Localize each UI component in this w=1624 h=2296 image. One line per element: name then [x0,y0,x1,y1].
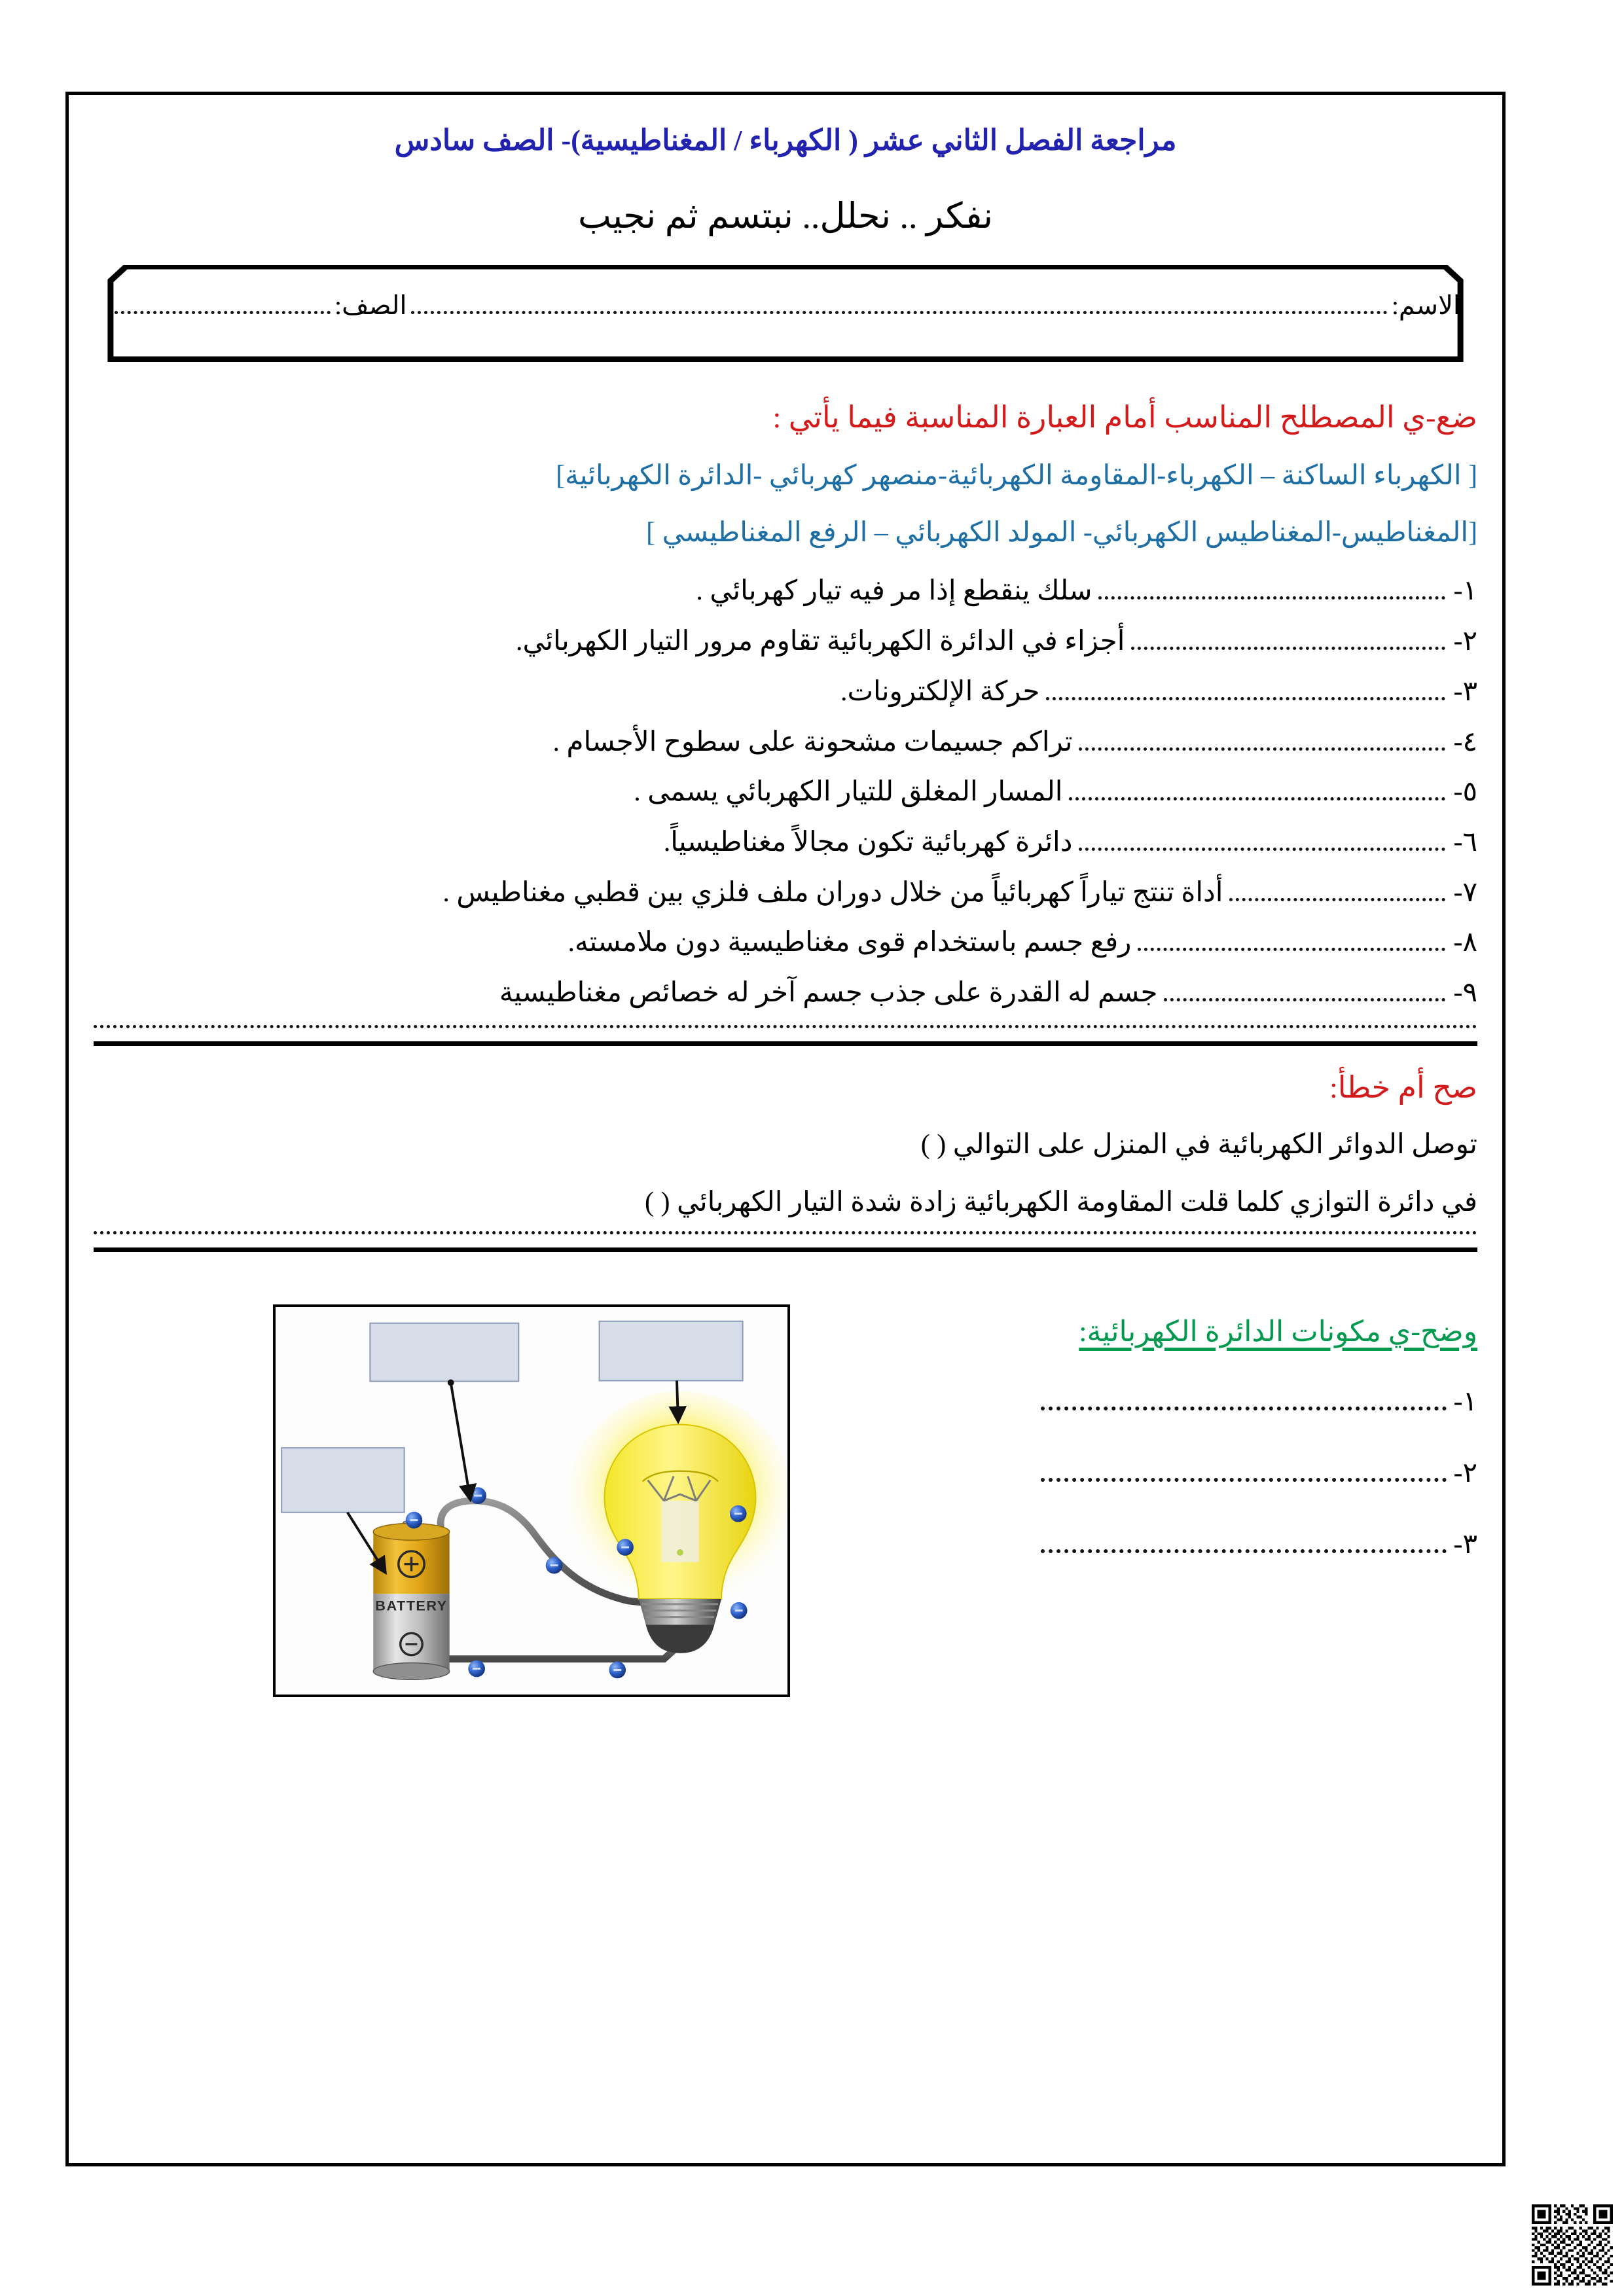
page-border [65,92,1506,2166]
question-row [94,924,1477,961]
page-content [69,95,1502,2163]
battery-label: BATTERY [375,1597,448,1614]
question-text: حركة الإلكترونات. [840,676,1040,707]
answer-blank[interactable] [1229,898,1445,901]
section-divider [94,1025,1477,1046]
question-text: تراكم جسيمات مشحونة على سطوح الأجسام . [552,726,1073,757]
word-bank-line-1: [ الكهرباء الساكنة – الكهرباء-المقاومة الكهربائية-منصهر كهربائي -الدائرة الكهربائية] [556,461,1477,492]
page-subtitle: نفكر .. نحلل.. نبتسم ثم نجيب [577,196,994,236]
true-false-statement: توصل الدوائر الكهربائية في المنزل على التوالي [952,1129,1477,1160]
question-number: ٧- [1453,877,1477,908]
student-info-box [94,265,1477,362]
page-title: مراجعة الفصل الثاني عشر ( الكهرباء / المغناطيسية)- الصف سادس [394,124,1177,156]
fill-in-question-list [94,573,1477,1011]
answer-blank[interactable] [1069,797,1445,800]
circuit-diagram-svg [276,1307,787,1695]
class-input[interactable] [115,311,331,314]
name-label: الاسم: [1391,290,1460,320]
qr-code[interactable] [1532,2204,1613,2286]
true-false-statement: في دائرة التوازي كلما قلت المقاومة الكهربائية زادة شدة التيار الكهربائي [676,1187,1477,1218]
question-number: ١- [1453,576,1477,607]
question-text: رفع جسم باستخدام قوى مغناطيسية دون ملامسته. [568,927,1132,958]
answer-blank[interactable] [1079,848,1445,851]
component-number: ٢- [1453,1458,1477,1488]
question-number: ٣- [1453,676,1477,707]
question-row [94,975,1477,1012]
true-false-row [94,1127,1477,1163]
divider-solid-line [94,1041,1477,1046]
question-row [94,623,1477,660]
component-answer-row [816,1456,1477,1491]
true-false-row [94,1185,1477,1221]
component-blank[interactable] [1041,1549,1447,1553]
question-row [94,874,1477,912]
section-divider [94,1231,1477,1252]
answer-blank[interactable] [1131,647,1445,650]
divider-solid-line [94,1247,1477,1252]
component-blank[interactable] [1041,1407,1447,1410]
question-text: جسم له القدرة على جذب جسم آخر له خصائص مغناطيسية [499,977,1158,1008]
question-number: ٩- [1453,977,1477,1008]
question-number: ٢- [1453,626,1477,657]
answer-blank[interactable] [1098,596,1445,600]
question-row [94,774,1477,811]
class-label: الصف: [334,290,407,320]
question-text: المسار المغلق للتيار الكهربائي يسمى . [634,777,1063,808]
circuit-figure-wrapper [94,1291,816,1697]
question-row [94,673,1477,711]
component-number: ٣- [1453,1529,1477,1560]
component-answer-row [816,1528,1477,1562]
qr-code-svg [1532,2204,1613,2286]
answer-blank[interactable] [1046,697,1445,700]
answer-blank[interactable] [1164,998,1445,1001]
question-text: أداة تنتج تياراً كهربائياً من خلال دوران ملف فلزي بين قطبي مغناطيس . [442,877,1223,908]
divider-dotted-line [94,1025,1477,1028]
battery [373,1521,449,1679]
true-false-answer-box[interactable]: ( ) [645,1187,670,1218]
section-three-questions [816,1291,1477,1562]
section-three [94,1291,1477,1697]
section-two-heading: صح أم خطأ: [1329,1070,1477,1104]
component-answer-row [816,1385,1477,1420]
component-number: ١- [1453,1386,1477,1417]
question-number: ٦- [1453,827,1477,857]
student-info-row [111,290,1460,323]
bulb-screw-base [639,1599,721,1624]
section-three-heading: وضح-ي مكونات الدائرة الكهربائية: [1079,1315,1477,1348]
question-text: أجزاء في الدائرة الكهربائية تقاوم مرور التيار الكهربائي. [515,626,1125,657]
answer-blank[interactable] [1079,747,1445,751]
question-row [94,724,1477,761]
section-one-instruction: ضع-ي المصطلح المناسب أمام العبارة المناسبة فيما يأتي : [772,400,1477,434]
bulb-tip [677,1549,683,1556]
question-number: ٥- [1453,777,1477,808]
circuit-diagram-figure [273,1304,790,1697]
question-text: دائرة كهربائية تكون مجالاً مغناطيسياً. [663,827,1073,857]
name-input[interactable] [411,311,1388,314]
divider-dotted-line [94,1231,1477,1234]
question-text: سلك ينقطع إذا مر فيه تيار كهربائي . [696,576,1092,607]
question-number: ٨- [1453,927,1477,958]
word-bank-line-2: [المغناطيس-المغناطيس الكهربائي- المولد الكهربائي – الرفع المغناطيسي ] [646,517,1477,548]
true-false-answer-box[interactable]: ( ) [920,1129,947,1160]
question-number: ٤- [1453,726,1477,757]
question-row [94,824,1477,861]
battery-bottom-cap [373,1662,449,1679]
component-blank[interactable] [1041,1478,1447,1482]
question-row [94,573,1477,610]
answer-blank[interactable] [1138,948,1445,951]
